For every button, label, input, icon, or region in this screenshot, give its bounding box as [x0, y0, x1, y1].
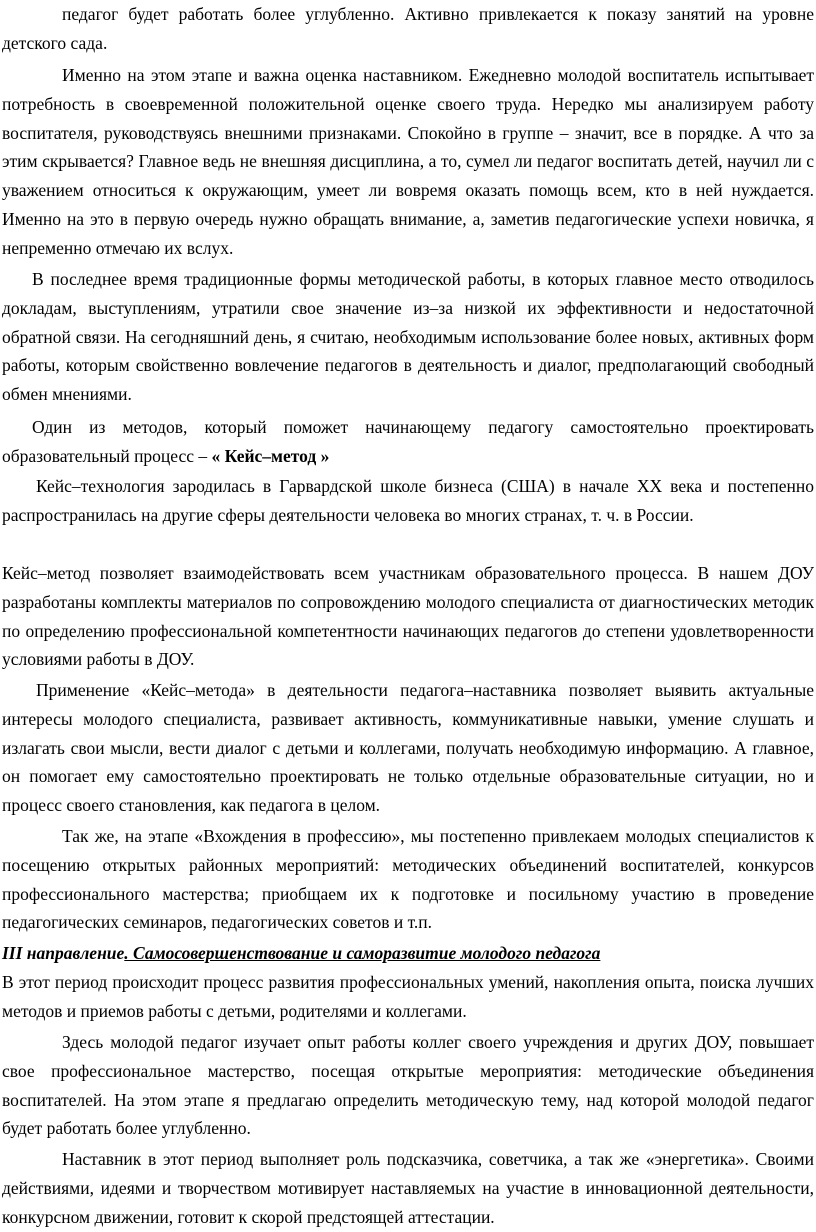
paragraph-case-method-application: Применение «Кейс–метода» в деятельности педагога–наставника позволяет выявить актуальные интересы молодого специалиста, развивает активность, коммуникативные навыки, умение слушать и излагать свои мысли, вести диалог с детьми и коллегами, получать необходимую информацию. А главное, он помогает ему самостоятельно проектировать не только отдельные образовательные ситуации, но и процесс своего становления, как педагога в целом.	[2, 680, 814, 816]
case-method-intro-text: Один из методов, который поможет начинающему педагогу самостоятельно проектировать образовательный процесс –	[2, 417, 814, 466]
heading-prefix: III направление	[2, 943, 125, 963]
paragraph-traditional-forms: В последнее время традиционные формы методической работы, в которых главное место отводилось докладам, выступлениям, утратили свое значение из–за низкой их эффективности и недостаточной обратной связи. На сегодняшний день, я считаю, необходимым использование более новых, активных форм работы, которым свойственно вовлечение педагогов в деятельность и диалог, предполагающий свободный обмен мнениями.	[2, 269, 814, 405]
paragraph-case-method-dou: Кейс–метод позволяет взаимодействовать всем участникам образовательного процесса. В нашем ДОУ разработаны комплекты материалов по сопровождению молодого специалиста от диагностических методик по определению профессиональной компетентности начинающих педагогов до степени удовлетворенности условиями работы в ДОУ.	[2, 563, 814, 670]
section-heading-direction-3	[2, 939, 814, 967]
heading-title: . Самосовершенствование и саморазвитие молодого педагога	[124, 943, 601, 963]
case-method-bold: « Кейс–метод »	[211, 445, 330, 466]
paragraph-continuation: педагог будет работать более углубленно. Активно привлекается к показу занятий на уровне детского сада.	[2, 4, 814, 53]
paragraph-mentor-evaluation: Именно на этом этапе и важна оценка наставником. Ежедневно молодой воспитатель испытывает потребность в своевременной положительной оценке своего труда. Нередко мы анализируем работу воспитателя, руководствуясь внешними признаками. Спокойно в группе – значит, все в порядке. А что за этим скрывается? Главное ведь не внешняя дисциплина, а то, сумел ли педагог воспитать детей, научил ли с уважением относиться к окружающим, умеет ли вовремя оказать помощь всем, кто в ней нуждается. Именно на это в первую очередь нужно обращать внимание, а, заметив педагогические успехи новичка, я непременно отмечаю их вслух.	[2, 65, 814, 258]
paragraph-case-technology-origin: Кейс–технология зародилась в Гарвардской школе бизнеса (США) в начале XX века и постепенно распространилась на другие сферы деятельности человека во многих странах, т. ч. в России.	[2, 476, 814, 525]
paragraph-case-method-intro	[2, 413, 814, 471]
paragraph-development-period: В этот период происходит процесс развития профессиональных умений, накопления опыта, поиска лучших методов и приемов работы с детьми, родителями и коллегами.	[2, 972, 814, 1021]
paragraph-entering-profession: Так же, на этапе «Вхождения в профессию», мы постепенно привлекаем молодых специалистов к посещению открытых районных мероприятий: методических объединений воспитателей, конкурсов профессионального мастерства; приобщаем их к подготовке и посильному участию в проведение педагогических семинаров, педагогических советов и т.п.	[2, 826, 814, 933]
paragraph-colleague-experience: Здесь молодой педагог изучает опыт работы коллег своего учреждения и других ДОУ, повышает свое профессиональное мастерство, посещая открытые мероприятия: методические объединения воспитателей. На этом этапе я предлагаю определить методическую тему, над которой молодой педагог будет работать более углубленно.	[2, 1032, 814, 1139]
paragraph-mentor-role: Наставник в этот период выполняет роль подсказчика, советчика, а так же «энергетика». Своими действиями, идеями и творчеством мотивирует наставляемых на участие в инновационной деятельности, конкурсном движении, готовит к скорой предстоящей аттестации.	[2, 1149, 814, 1227]
